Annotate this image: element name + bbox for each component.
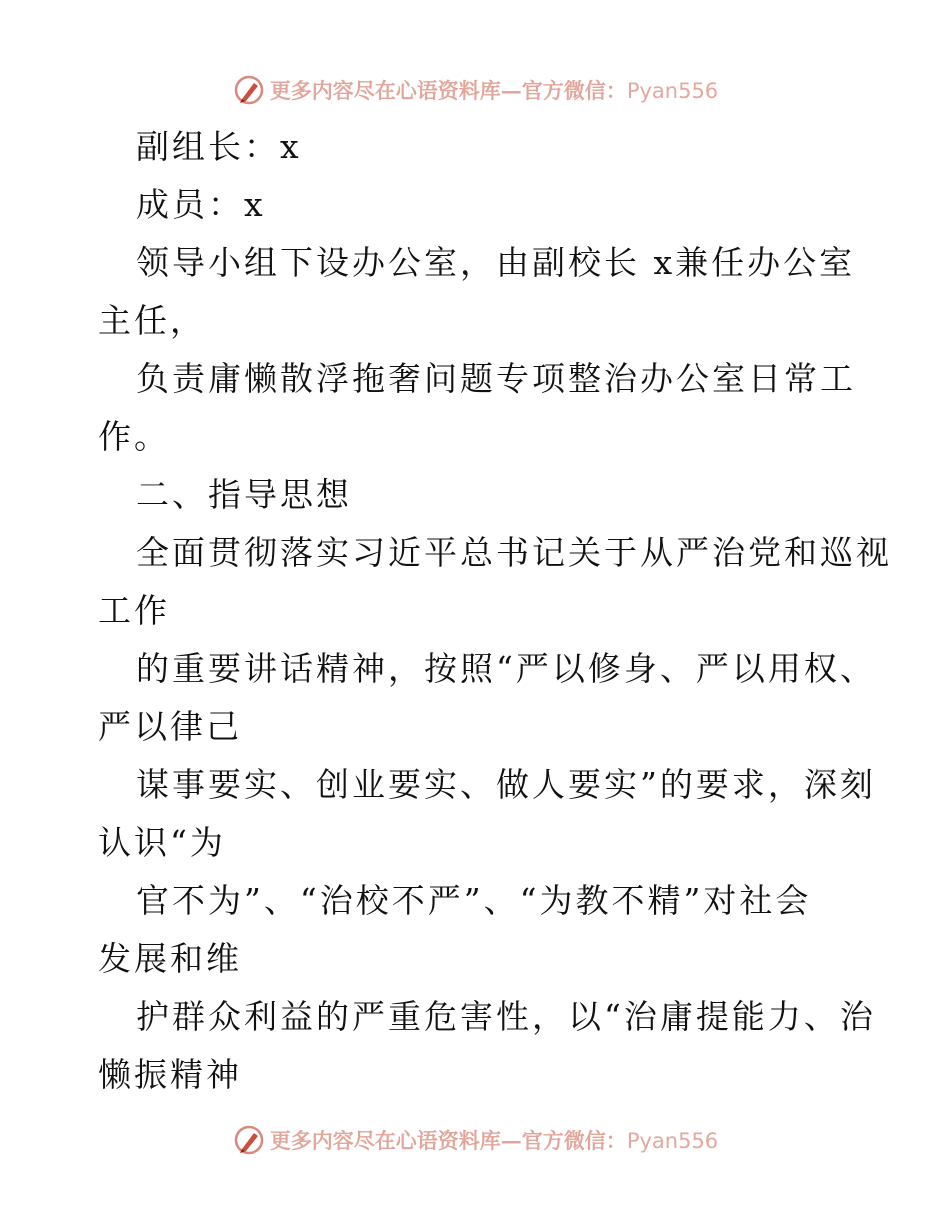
text-line: 全面贯彻落实习近平总书记关于从严治党和巡视 <box>136 533 892 572</box>
document-body <box>98 118 892 1104</box>
watermark-text: 更多内容尽在心语资料库—官方微信：Pyan556 <box>269 78 719 103</box>
pen-logo-icon <box>232 1123 266 1157</box>
text-line: 主任， <box>98 301 206 340</box>
footer-watermark <box>0 1120 950 1160</box>
text-line: 工作 <box>98 591 170 630</box>
text-line: 严以律己 <box>98 707 242 746</box>
text-line: 发展和维 <box>98 939 242 978</box>
text-line: 成员：x <box>136 185 266 224</box>
text-line: 领导小组下设办公室，由副校长 x兼任办公室 <box>136 243 856 282</box>
text-line: 懒振精神 <box>98 1055 242 1094</box>
header-watermark <box>0 70 950 110</box>
text-line: 官不为”、“治校不严”、“为教不精”对社会 <box>136 881 812 920</box>
text-line: 的重要讲话精神，按照“严以修身、严以用权、 <box>136 649 876 688</box>
text-line: 谋事要实、创业要实、做人要实”的要求，深刻 <box>136 765 876 804</box>
text-line: 作。 <box>98 417 170 456</box>
text-line: 护群众利益的严重危害性，以“治庸提能力、治 <box>136 997 876 1036</box>
text-line: 认识“为 <box>98 823 226 862</box>
pen-logo-icon <box>232 73 266 107</box>
text-line: 负责庸懒散浮拖奢问题专项整治办公室日常工 <box>136 359 856 398</box>
text-line: 副组长：x <box>136 127 302 166</box>
watermark-text: 更多内容尽在心语资料库—官方微信：Pyan556 <box>269 1128 719 1153</box>
text-line: 二、指导思想 <box>136 475 352 514</box>
